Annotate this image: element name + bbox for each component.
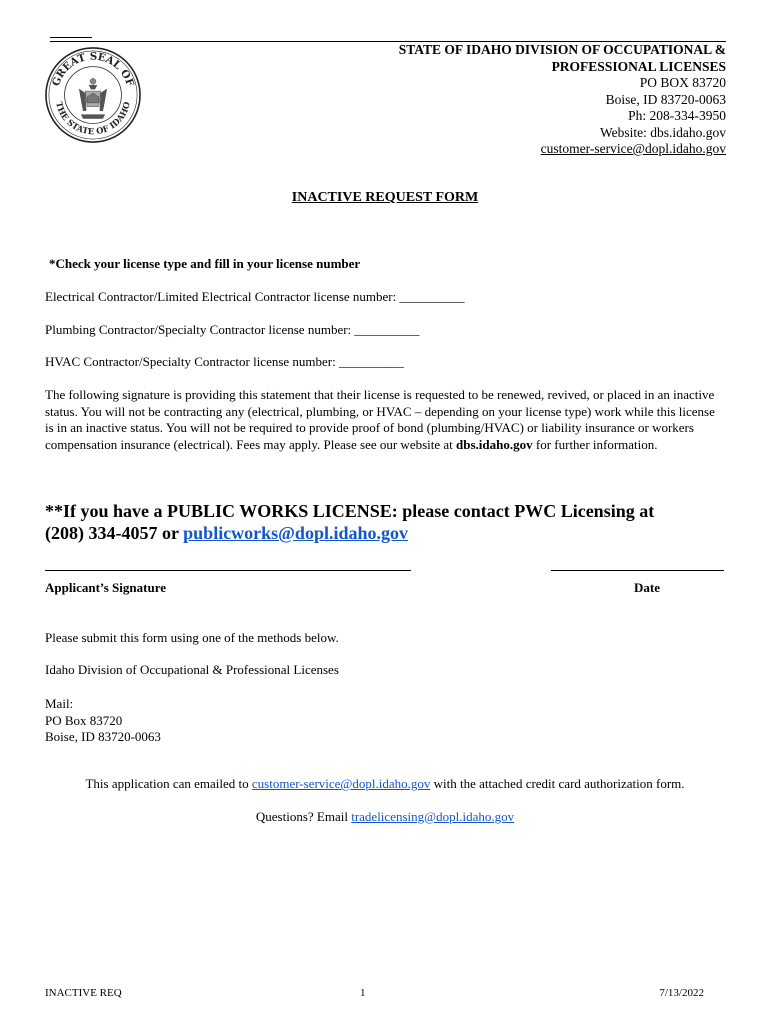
public-works-phone: (208) 334-4057 or bbox=[45, 523, 184, 543]
idaho-state-seal-icon bbox=[44, 46, 142, 144]
signature-label: Applicant’s Signature bbox=[45, 580, 166, 595]
mail-label: Mail: bbox=[45, 696, 74, 711]
mail-city: Boise, ID 83720-0063 bbox=[45, 729, 161, 744]
hvac-license-line[interactable]: HVAC Contractor/Specialty Contractor license number: __________ bbox=[45, 354, 404, 369]
footer-date: 7/13/2022 bbox=[659, 987, 704, 999]
signature-line[interactable] bbox=[45, 570, 411, 571]
form-title: INACTIVE REQUEST FORM bbox=[291, 190, 479, 205]
top-short-rule bbox=[50, 37, 92, 38]
svg-text:GREAT SEAL OF: GREAT SEAL OF bbox=[49, 50, 137, 88]
trade-licensing-email-link[interactable]: tradelicensing@dopl.idaho.gov bbox=[351, 809, 515, 824]
footer-page-number: 1 bbox=[360, 987, 366, 999]
public-works-line1: **If you have a PUBLIC WORKS LICENSE: please contact PWC Licensing at bbox=[45, 501, 655, 521]
email-note-prefix: This application can emailed to bbox=[85, 776, 252, 791]
date-line[interactable] bbox=[551, 570, 724, 571]
svg-text:THE STATE OF IDAHO: THE STATE OF IDAHO bbox=[54, 100, 132, 137]
electrical-license-line[interactable]: Electrical Contractor/Limited Electrical Contractor license number: __________ bbox=[45, 289, 465, 304]
plumbing-license-line[interactable]: Plumbing Contractor/Specialty Contractor license number: __________ bbox=[45, 322, 420, 337]
mail-box: PO Box 83720 bbox=[45, 712, 123, 728]
statement-website: dbs.idaho.gov bbox=[456, 436, 533, 452]
questions-prefix: Questions? Email bbox=[255, 809, 352, 824]
date-label: Date bbox=[634, 580, 660, 595]
agency-phone: Ph: 208-334-3950 bbox=[628, 108, 726, 123]
statement-text: The following signature is providing this statement that their license is requested to be renewed, revived, or placed in an inactive status. You will not be contracting any (electrical, plumbing, or HVAC – depending on your license type) work while this license is in an inactive status. You will not be required to provide proof of bond (plumbing/HVAC) or liability insurance or workers compensation insurance (electrical). Fees may apply. Please see our website at bbox=[45, 387, 715, 452]
mail-address bbox=[45, 696, 161, 746]
agency-website: Website: dbs.idaho.gov bbox=[599, 124, 726, 140]
agency-header bbox=[399, 42, 726, 158]
public-works-email-link[interactable]: publicworks@dopl.idaho.gov bbox=[183, 523, 408, 543]
agency-name-line1: STATE OF IDAHO DIVISION OF OCCUPATIONAL & bbox=[398, 42, 726, 57]
footer-form-code: INACTIVE REQ bbox=[45, 987, 122, 999]
agency-name-line2: PROFESSIONAL LICENSES bbox=[551, 58, 726, 74]
license-instruction: *Check your license type and fill in your license number bbox=[49, 256, 361, 271]
public-works-notice bbox=[45, 500, 735, 544]
email-note-suffix: with the attached credit card authorization form. bbox=[430, 776, 685, 791]
questions-note bbox=[0, 809, 770, 825]
submission-intro: Please submit this form using one of the methods below. bbox=[45, 630, 339, 645]
inactive-statement bbox=[45, 387, 725, 453]
statement-end: for further information. bbox=[532, 436, 658, 452]
customer-service-email-link[interactable]: customer-service@dopl.idaho.gov bbox=[251, 776, 431, 791]
agency-po-box: PO BOX 83720 bbox=[639, 75, 726, 90]
submission-division: Idaho Division of Occupational & Professional Licenses bbox=[45, 662, 339, 677]
agency-email-link[interactable]: customer-service@dopl.idaho.gov bbox=[540, 141, 726, 156]
email-submission-note bbox=[0, 776, 770, 792]
agency-city: Boise, ID 83720-0063 bbox=[605, 91, 726, 107]
